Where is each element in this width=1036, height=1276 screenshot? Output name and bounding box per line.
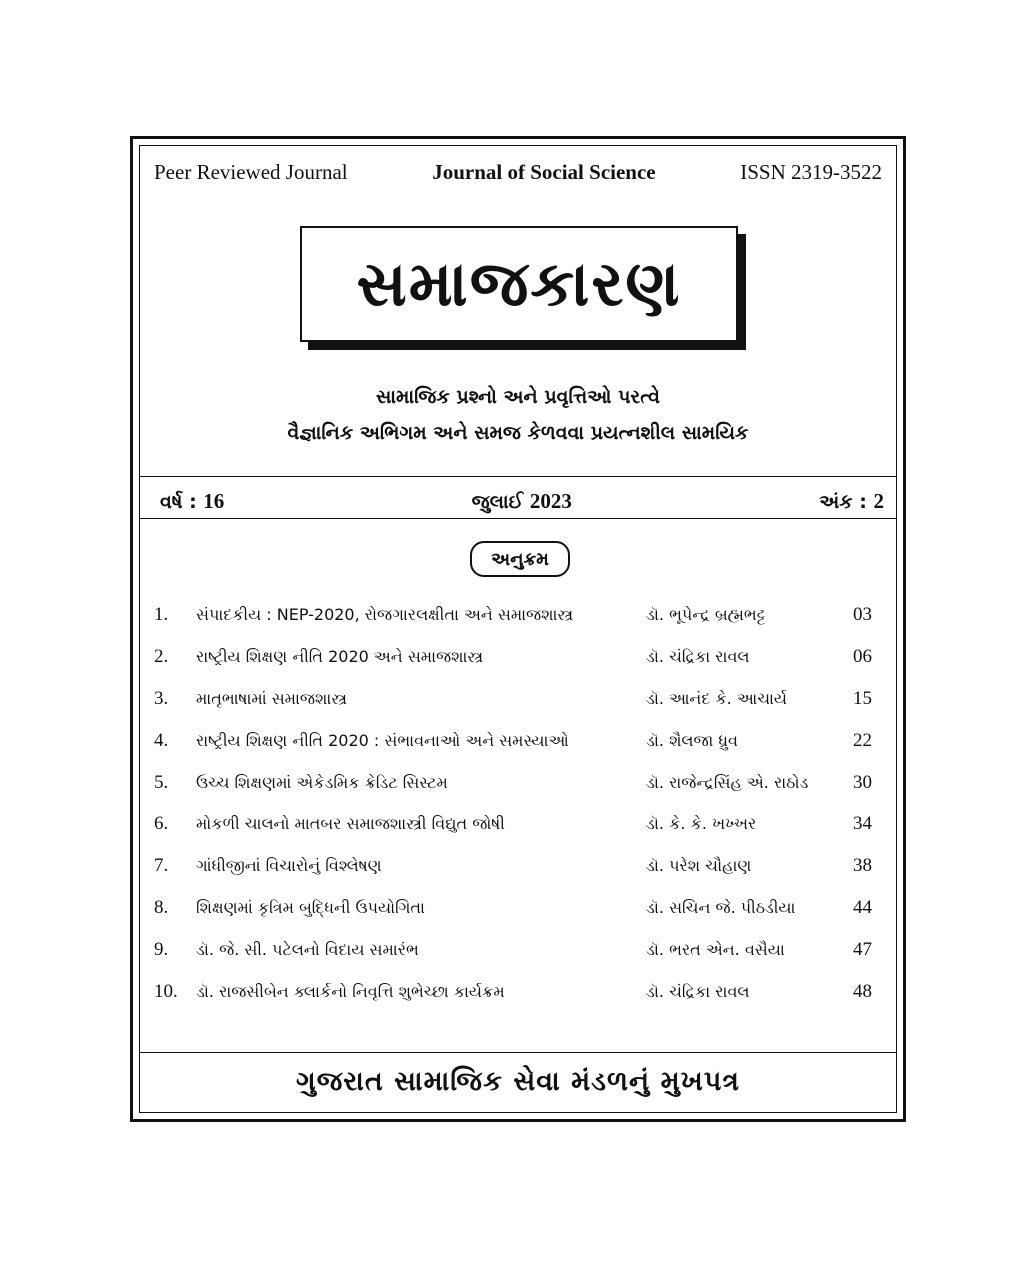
toc-number: 8. <box>154 897 169 919</box>
volume-value: 16 <box>203 488 225 513</box>
volume-label: વર્ષ : <box>160 490 204 513</box>
toc-title: ગાંધીજીનાં વિચારોનું વિશ્લેષણ <box>196 856 382 876</box>
tagline-line-1: સામાજિક પ્રશ્નો અને પ્રવૃત્તિઓ પરત્વે <box>375 386 661 408</box>
toc-page: 30 <box>853 771 872 793</box>
toc-author: ડૉ. શૈલજા ધ્રુવ <box>646 730 738 750</box>
page-frame <box>130 136 906 1122</box>
toc-row <box>154 678 872 720</box>
toc-title: મોકળી ચાલનો માતબર સમાજશાસ્ત્રી વિદ્યુત જોષી <box>196 814 505 834</box>
toc-number: 10. <box>154 980 178 1002</box>
toc-row <box>154 636 872 678</box>
journal-name: Journal of Social Science <box>432 160 656 184</box>
toc-author: ડૉ. ચંદ્રિકા રાવલ <box>646 981 750 1001</box>
divider-issue <box>140 518 896 519</box>
toc-row <box>154 803 872 845</box>
toc-number: 6. <box>154 813 169 835</box>
toc-title: માતૃભાષામાં સમાજશાસ્ત્ર <box>196 688 348 708</box>
toc-row <box>154 929 872 971</box>
toc-author: ડૉ. ભરત એન. વસૈયા <box>646 940 785 960</box>
toc-author: ડૉ. ચંદ્રિકા રાવલ <box>646 646 750 666</box>
toc-row <box>154 971 872 1013</box>
toc-number: 3. <box>154 687 169 709</box>
toc-title: રાષ્ટ્રીય શિક્ષણ નીતિ 2020 : સંભાવનાઓ અને સમસ્યાઓ <box>196 730 569 750</box>
toc-page: 48 <box>853 980 872 1002</box>
toc-title: ઉચ્ચ શિક્ષણમાં એકેડમિક ક્રેડિટ સિસ્ટમ <box>196 772 448 792</box>
toc-page: 38 <box>853 855 872 877</box>
tagline-line-2: વૈજ્ઞાનિક અભિગમ અને સમજ કેળવવા પ્રયત્નશીલ સામયિક <box>287 422 749 444</box>
toc-title: સંપાદકીય : NEP-2020, રોજગારલક્ષીતા અને સમાજશાસ્ત્ર <box>196 604 574 624</box>
issue-info <box>160 484 884 518</box>
toc-row <box>154 887 872 929</box>
table-of-contents <box>154 594 872 1013</box>
toc-number: 2. <box>154 645 169 667</box>
toc-author: ડૉ. રાજેન્દ્રસિંહ એ. રાઠોડ <box>646 772 809 792</box>
toc-number: 1. <box>154 603 169 625</box>
toc-author: ડૉ. આનંદ કે. આચાર્ય <box>646 688 788 708</box>
peer-reviewed-label: Peer Reviewed Journal <box>154 160 348 184</box>
toc-page: 47 <box>853 939 872 961</box>
masthead-title: સમાજકારણ <box>300 226 738 342</box>
issue-date <box>472 489 572 514</box>
issn-label: ISSN 2319-3522 <box>740 160 882 184</box>
year-value: 2023 <box>529 488 572 513</box>
toc-page: 22 <box>853 729 872 751</box>
toc-row <box>154 720 872 762</box>
toc-author: ડૉ. પરેશ ચૌહાણ <box>646 856 752 876</box>
toc-page: 03 <box>853 603 872 625</box>
issue-number-value: 2 <box>873 488 884 513</box>
toc-number: 7. <box>154 855 169 877</box>
toc-row <box>154 762 872 804</box>
page-inner-frame <box>139 145 897 1113</box>
month-label: જુલાઈ <box>471 490 530 513</box>
toc-author: ડૉ. ભૂપેન્દ્ર બ્રહ્મભટ્ટ <box>646 604 766 624</box>
toc-title: ડૉ. જે. સી. પટેલનો વિદાય સમારંભ <box>196 940 419 960</box>
toc-row <box>154 594 872 636</box>
toc-author: ડૉ. સચિન જે. પીઠડીયા <box>646 898 796 918</box>
toc-author: ડૉ. કે. કે. ખખ્ખર <box>646 814 757 834</box>
toc-number: 4. <box>154 729 169 751</box>
toc-heading: અનુક્રમ <box>470 541 570 577</box>
toc-title: ડૉ. રાજસીબેન ક્લાર્કનો નિવૃત્તિ શુભેચ્છા કાર્યક્રમ <box>196 981 505 1001</box>
toc-page: 44 <box>853 897 872 919</box>
toc-page: 34 <box>853 813 872 835</box>
journal-header <box>154 160 882 185</box>
toc-page: 06 <box>853 645 872 667</box>
toc-title: શિક્ષણમાં કૃત્રિમ બુદ્ધિની ઉપયોગિતા <box>196 898 425 918</box>
toc-row <box>154 845 872 887</box>
issue-number <box>819 489 884 514</box>
divider-top <box>140 476 896 477</box>
toc-title: રાષ્ટ્રીય શિક્ષણ નીતિ 2020 અને સમાજશાસ્ત્ર <box>196 646 484 666</box>
toc-number: 5. <box>154 771 169 793</box>
footer-text: ગુજરાત સામાજિક સેવા મંડળનું મુખપત્ર <box>296 1066 740 1097</box>
volume-info <box>160 489 224 514</box>
masthead <box>300 226 738 342</box>
toc-page: 15 <box>853 687 872 709</box>
issue-number-label: અંક : <box>819 490 874 513</box>
toc-number: 9. <box>154 939 169 961</box>
